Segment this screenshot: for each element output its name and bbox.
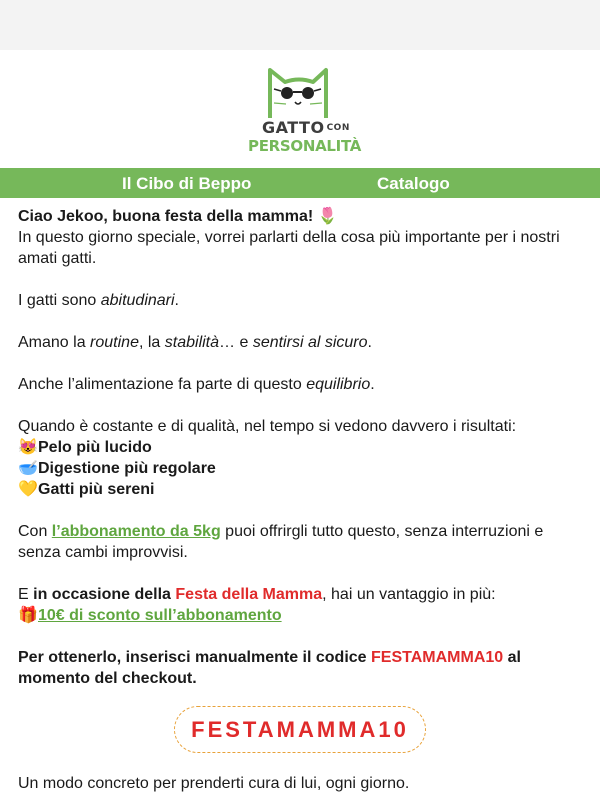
email-body (0, 198, 600, 794)
subscription-link[interactable]: l’abbonamento da 5kg (51, 523, 221, 540)
yellow-heart-icon: 💛 (18, 481, 38, 498)
discount-code-box[interactable]: FESTAMAMMA10 (174, 706, 426, 753)
intro-text: In questo giorno speciale, vorrei parlarti della cosa più importante per i nostri amati gatti. (18, 229, 560, 267)
paragraph-results: Quando è costante e di qualità, nel tempo si vedono davvero i risultati: (18, 418, 517, 435)
greeting: Ciao Jekoo, buona festa della mamma! 🌷 (18, 208, 338, 225)
bowl-icon: 🥣 (18, 460, 38, 477)
paragraph-routine: Amano la routine, la stabilità… e sentirsi al sicuro. (18, 334, 372, 351)
paragraph-nutrition: Anche l’alimentazione fa parte di questo equilibrio. (18, 376, 375, 393)
header-logo-area (0, 50, 600, 168)
benefit-item: 😻Pelo più lucido (18, 439, 152, 456)
closing-text: Un modo concreto per prenderti cura di lui, ogni giorno. (18, 775, 410, 792)
paragraph-subscription: Con l’abbonamento da 5kg puoi offrirgli tutto questo, senza interruzioni e senza cambi improvvisi. (18, 523, 544, 561)
nav-bar (0, 168, 600, 198)
cat-heart-eyes-icon: 😻 (18, 439, 38, 456)
discount-line (18, 605, 582, 626)
benefit-item: 💛Gatti più sereni (18, 481, 155, 498)
brand-name-line2: PERSONALITÀ (248, 137, 362, 155)
brand-name-line1: GATTO CON (262, 118, 350, 137)
discount-link[interactable]: 10€ di sconto sull’abbonamento (38, 607, 282, 624)
benefit-item: 🥣Digestione più regolare (18, 460, 216, 477)
paragraph-habits: I gatti sono abitudinari. (18, 292, 179, 309)
nav-link-cibo-di-beppo[interactable]: Il Cibo di Beppo (122, 174, 252, 193)
paragraph-instructions: Per ottenerlo, inserisci manualmente il codice FESTAMAMMA10 al momento del checkout. (18, 649, 521, 687)
nav-link-catalogo[interactable]: Catalogo (377, 174, 450, 193)
gift-icon: 🎁 (18, 607, 38, 624)
top-bar (0, 0, 600, 50)
paragraph-occasion: E in occasione della Festa della Mamma, hai un vantaggio in più: (18, 586, 496, 603)
brand-logo[interactable] (248, 56, 362, 160)
